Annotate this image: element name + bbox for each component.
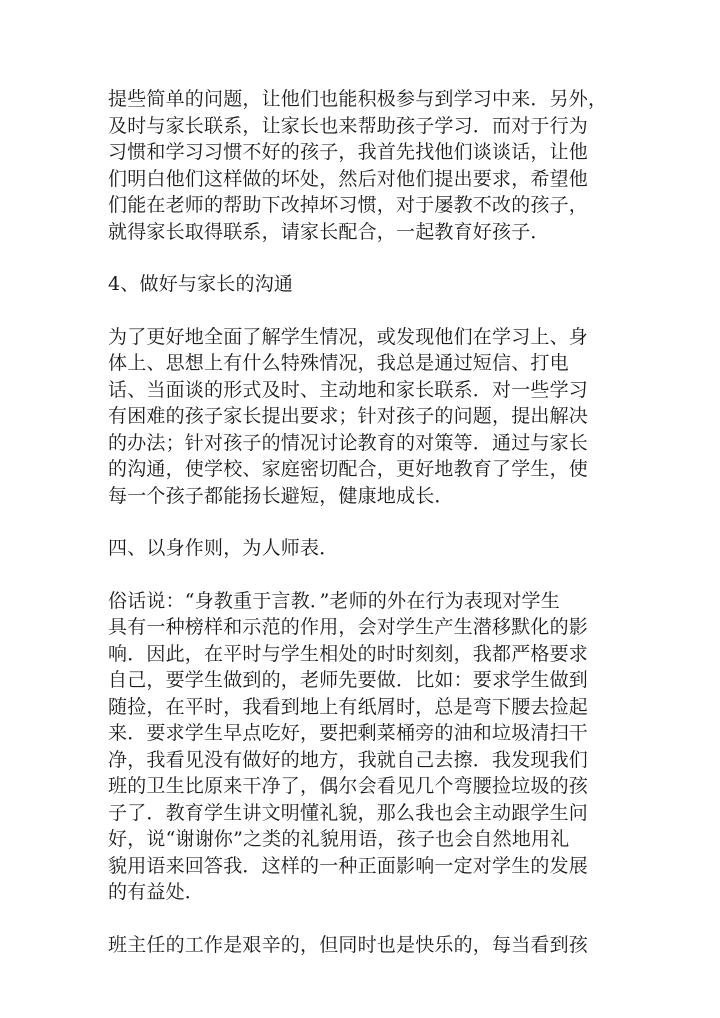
text-line: 为了更好地全面了解学生情况，或发现他们在学习上、身	[108, 325, 589, 348]
text-line: 体上、思想上有什么特殊情况，我总是通过短信、打电	[108, 352, 569, 374]
text-line: 的有益处．	[108, 881, 205, 903]
text-line: 具有一种榜样和示范的作用，会对学生产生潜移默化的影	[108, 616, 589, 638]
text-line: 好，说“谢谢你”之类的礼貌用语，孩子也会自然地用礼	[108, 828, 570, 850]
paragraph-gap	[108, 509, 616, 535]
text-line: 的沟通，使学校、家庭密切配合，更好地教育了学生，使	[108, 458, 589, 480]
text-line: 自己，要学生做到的，老师先要做．比如：要求学生做到	[108, 669, 589, 691]
paragraph-gap	[108, 245, 616, 271]
paragraph-gap	[108, 298, 616, 324]
text-line: 提些简单的问题，让他们也能积极参与到学习中来．另外，	[108, 88, 608, 110]
section-heading-4: 4、做好与家长的沟通	[108, 273, 294, 295]
paragraph-gap	[108, 562, 616, 588]
text-line: 响．因此，在平时与学生相处的时时刻刻，我都严格要求	[108, 642, 589, 665]
text-line: 习惯和学习习惯不好的孩子，我首先找他们谈谈话，让他	[108, 141, 589, 163]
text-line: 班主任的工作是艰辛的，但同时也是快乐的，每当看到孩	[108, 933, 589, 956]
paragraph-gap	[108, 906, 616, 932]
text-line: 有困难的孩子家长提出要求；针对孩子的问题，提出解决	[108, 405, 589, 427]
text-line: 及时与家长联系，让家长也来帮助孩子学习．而对于行为	[108, 114, 589, 137]
text-line: 们明白他们这样做的坏处，然后对他们提出要求，希望他	[108, 167, 589, 190]
paragraph-lead-by-example	[108, 588, 616, 906]
text-line: 就得家长取得联系，请家长配合，一起教育好孩子．	[108, 220, 550, 243]
text-line: 们能在老师的帮助下改掉坏习惯，对于屡教不改的孩子，	[108, 194, 589, 216]
text-line: 貌用语来回答我．这样的一种正面影响一定对学生的发展	[108, 854, 589, 877]
text-line: 话、当面谈的形式及时、主动地和家长联系．对一些学习	[108, 378, 589, 401]
text-line: 每一个孩子都能扬长避短，健康地成长．	[108, 484, 454, 507]
section-heading-four: 四、以身作则，为人师表．	[108, 537, 339, 559]
text-line: 班的卫生比原来干净了，偶尔会看见几个弯腰捡垃圾的孩	[108, 775, 589, 797]
text-line: 的办法；针对孩子的情况讨论教育的对策等．通过与家长	[108, 431, 589, 454]
paragraph-parent-communication	[108, 324, 616, 510]
text-line: 来．要求学生早点吃好，要把剩菜桶旁的油和垃圾清扫干	[108, 722, 589, 744]
text-line: 俗话说：“身教重于言教．”老师的外在行为表现对学生	[108, 589, 560, 612]
paragraph-parent-communication-intro	[108, 86, 616, 245]
paragraph-closing	[108, 932, 616, 959]
text-line: 净，我看见没有做好的地方，我就自己去擦．我发现我们	[108, 748, 589, 771]
text-line: 子了．教育学生讲文明懂礼貌，那么我也会主动跟学生问	[108, 801, 589, 824]
text-line: 随捡，在平时，我看到地上有纸屑时，总是弯下腰去捡起	[108, 695, 589, 718]
